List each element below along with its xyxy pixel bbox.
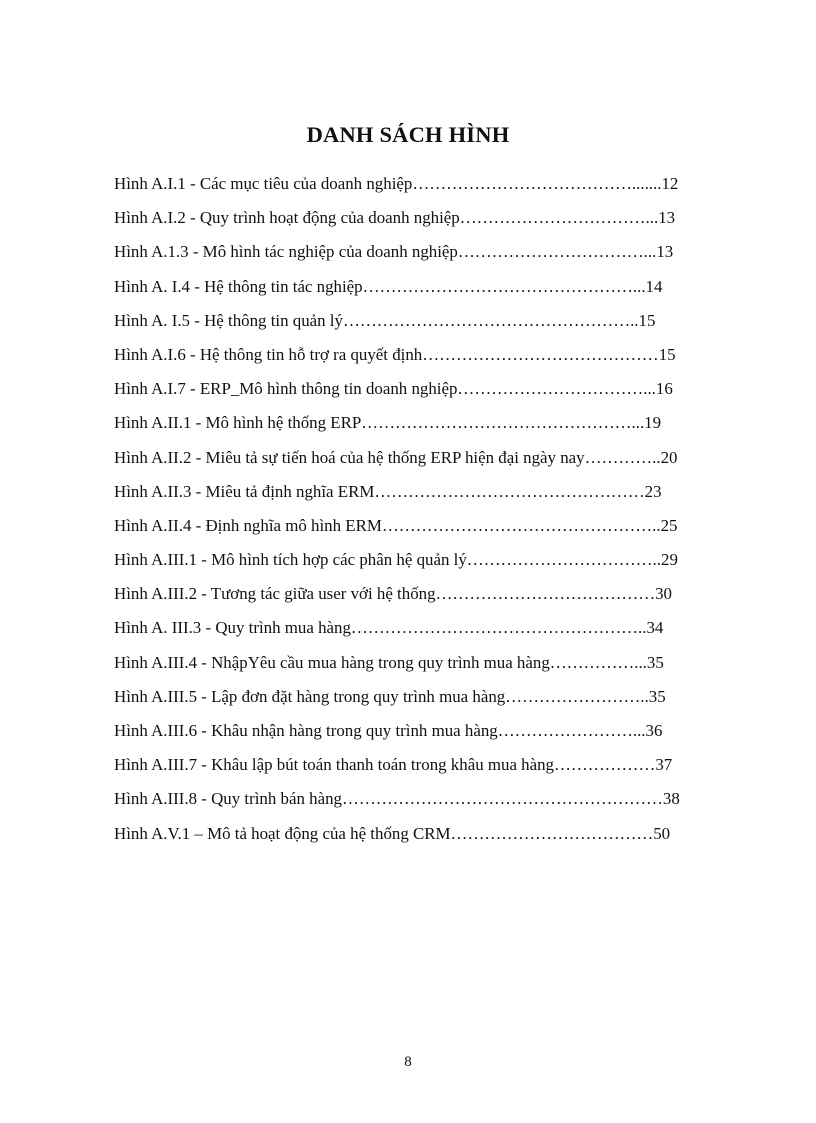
figure-list-item: Hình A.II.3 - Miêu tả định nghĩa ERM…………………………………………23: [114, 481, 662, 501]
figure-list-item: Hình A.V.1 – Mô tả hoạt động của hệ thống CRM………………………………50: [114, 823, 671, 843]
figure-list-item: Hình A.I.6 - Hệ thông tin hỗ trợ ra quyết định……………………………………15: [114, 344, 676, 364]
figure-list-item: Hình A.III.1 - Mô hình tích hợp các phân hệ quản lý……………………………..29: [114, 550, 678, 570]
figure-list-item: Hình A.III.7 - Khâu lập bút toán thanh toán trong khâu mua hàng………………37: [114, 755, 673, 775]
figure-list-item: Hình A.II.2 - Miêu tả sự tiến hoá của hệ thống ERP hiện đại ngày nay…………..20: [114, 447, 678, 467]
figure-list-item: Hình A.I.2 - Quy trình hoạt động của doanh nghiệp……………………………...13: [114, 208, 676, 228]
figure-list-item: Hình A. III.3 - Quy trình mua hàng……………………………………………..34: [114, 618, 664, 638]
figure-list-item: Hình A.I.7 - ERP_Mô hình thông tin doanh nghiệp……………………………...16: [114, 379, 673, 399]
figure-list-item: Hình A.II.4 - Định nghĩa mô hình ERM…………………………………………..25: [114, 515, 678, 535]
figure-list-item: Hình A.II.1 - Mô hình hệ thống ERP…………………………………………...19: [114, 413, 662, 433]
page-number: 8: [404, 1054, 412, 1070]
figure-list-item: Hình A.1.3 - Mô hình tác nghiệp của doanh nghiệp……………………………...13: [114, 242, 674, 262]
figure-list: [114, 167, 740, 851]
figure-list-item: Hình A.I.1 - Các mục tiêu của doanh nghiệp………………………………….......12: [114, 174, 679, 193]
figure-list-item: Hình A.III.6 - Khâu nhận hàng trong quy trình mua hàng……………………...36: [114, 721, 663, 740]
figure-list-item: Hình A.III.5 - Lập đơn đặt hàng trong quy trình mua hàng……………………..35: [114, 686, 666, 706]
figure-list-item: Hình A. I.5 - Hệ thông tin quản lý……………………………………………..15: [114, 310, 656, 330]
page-title: DANH SÁCH HÌNH: [306, 122, 510, 147]
figure-list-item: Hình A.III.4 - NhậpYêu cầu mua hàng trong quy trình mua hàng……………...35: [114, 652, 664, 672]
figure-list-item: Hình A.III.8 - Quy trình bán hàng…………………………………………………38: [114, 789, 680, 809]
figure-list-item: Hình A. I.4 - Hệ thông tin tác nghiệp…………………………………………...14: [114, 276, 663, 296]
figure-list-item: Hình A.III.2 - Tương tác giữa user với hệ thống…………………………………30: [114, 584, 673, 604]
